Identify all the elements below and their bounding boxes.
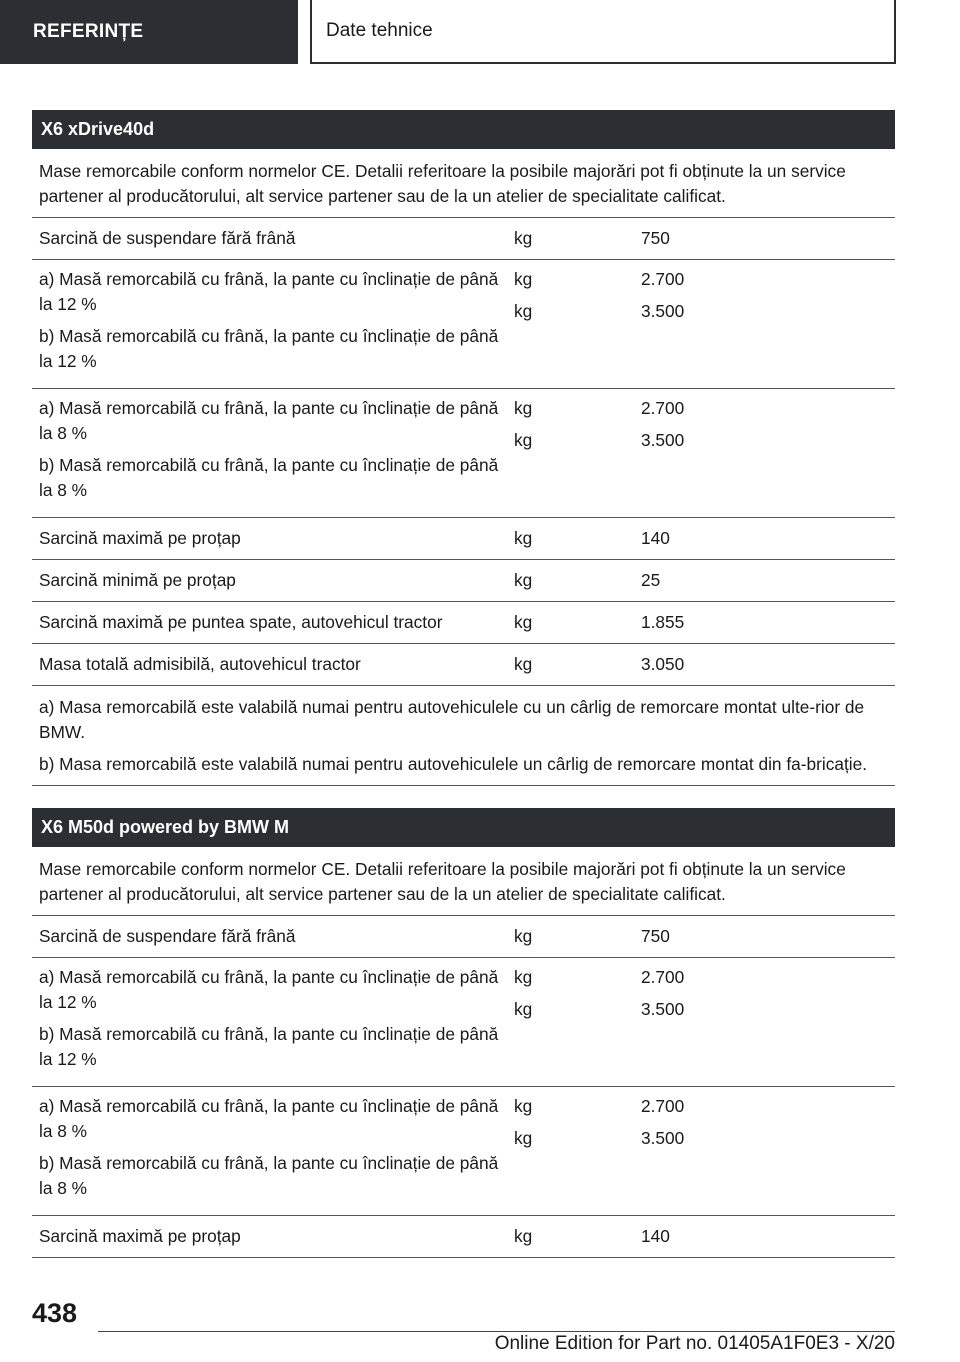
row-unit-b: kg <box>514 999 533 1019</box>
row-unit: kg <box>514 570 533 590</box>
row-unit: kg <box>514 926 533 946</box>
row-value-a: 2.700 <box>641 967 685 987</box>
table-row <box>32 602 895 644</box>
row-label: Sarcină maximă pe proțap <box>39 1226 241 1246</box>
section-intro: Mase remorcabile conform normelor CE. Detalii referitoare la posibile majorări pot fi obținute la un service partener al producătorului, alt service partener sau de la un atelier de specialitate calificat. <box>32 847 895 916</box>
header-chapter-tab <box>310 0 896 64</box>
row-label: Sarcină de suspendare fără frână <box>39 926 296 946</box>
row-unit-a: kg <box>514 269 533 289</box>
table-row <box>32 958 895 1087</box>
row-unit-a: kg <box>514 1096 533 1116</box>
footnotes <box>32 686 895 786</box>
table-row <box>32 218 895 260</box>
row-unit: kg <box>514 612 533 632</box>
section-title: X6 xDrive40d <box>32 110 895 149</box>
footer-divider <box>98 1331 895 1332</box>
row-value: 140 <box>641 1226 670 1246</box>
row-unit-b: kg <box>514 301 533 321</box>
row-label-b: b) Masă remorcabilă cu frână, la pante cu înclinație de până la 8 % <box>39 455 499 500</box>
footnote-b: b) Masa remorcabilă este valabilă numai pentru autovehiculele un cârlig de remorcare montat din fa-bricație. <box>39 754 867 774</box>
table-row <box>32 644 895 686</box>
row-unit-a: kg <box>514 398 533 418</box>
row-value: 750 <box>641 926 670 946</box>
table-row <box>32 260 895 389</box>
footnote-a: a) Masa remorcabilă este valabilă numai pentru autovehiculele cu un cârlig de remorcare montat ulte-rior de BMW. <box>39 697 865 742</box>
header-section-label: REFERINȚE <box>33 21 144 42</box>
row-unit-b: kg <box>514 430 533 450</box>
row-value-b: 3.500 <box>641 1128 685 1148</box>
row-label-a: a) Masă remorcabilă cu frână, la pante cu înclinație de până la 12 % <box>39 269 499 314</box>
table-row <box>32 389 895 518</box>
table-row <box>32 916 895 958</box>
section-x6-m50d <box>32 808 895 1258</box>
row-value: 750 <box>641 228 670 248</box>
row-label: Sarcină maximă pe puntea spate, autovehicul tractor <box>39 612 443 632</box>
row-label-b: b) Masă remorcabilă cu frână, la pante cu înclinație de până la 12 % <box>39 1024 499 1069</box>
page-number: 438 <box>32 1298 78 1328</box>
row-label: Masa totală admisibilă, autovehicul tractor <box>39 654 361 674</box>
row-value: 3.050 <box>641 654 685 674</box>
table-row <box>32 1216 895 1258</box>
row-label-b: b) Masă remorcabilă cu frână, la pante cu înclinație de până la 12 % <box>39 326 499 371</box>
row-value-a: 2.700 <box>641 398 685 418</box>
row-label-a: a) Masă remorcabilă cu frână, la pante cu înclinație de până la 12 % <box>39 967 499 1012</box>
table-row <box>32 518 895 560</box>
row-value-a: 2.700 <box>641 1096 685 1116</box>
footer-edition: Online Edition for Part no. 01405A1F0E3 - X/20 <box>494 1333 895 1354</box>
row-value: 140 <box>641 528 670 548</box>
row-label-a: a) Masă remorcabilă cu frână, la pante cu înclinație de până la 8 % <box>39 398 499 443</box>
header-chapter-label: Date tehnice <box>326 20 433 41</box>
row-unit: kg <box>514 654 533 674</box>
row-unit-b: kg <box>514 1128 533 1148</box>
row-label: Sarcină de suspendare fără frână <box>39 228 296 248</box>
table-row <box>32 560 895 602</box>
row-unit: kg <box>514 528 533 548</box>
row-value-a: 2.700 <box>641 269 685 289</box>
section-x6-xdrive40d <box>32 110 895 786</box>
row-value-b: 3.500 <box>641 301 685 321</box>
row-value: 25 <box>641 570 661 590</box>
row-label: Sarcină maximă pe proțap <box>39 528 241 548</box>
row-value-b: 3.500 <box>641 999 685 1019</box>
row-unit: kg <box>514 1226 533 1246</box>
row-value-b: 3.500 <box>641 430 685 450</box>
row-value: 1.855 <box>641 612 685 632</box>
section-title: X6 M50d powered by BMW M <box>32 808 895 847</box>
header-section-tab <box>0 0 298 64</box>
row-unit: kg <box>514 228 533 248</box>
row-label-b: b) Masă remorcabilă cu frână, la pante cu înclinație de până la 8 % <box>39 1153 499 1198</box>
row-label: Sarcină minimă pe proțap <box>39 570 236 590</box>
table-row <box>32 1087 895 1216</box>
row-unit-a: kg <box>514 967 533 987</box>
row-label-a: a) Masă remorcabilă cu frână, la pante cu înclinație de până la 8 % <box>39 1096 499 1141</box>
section-intro: Mase remorcabile conform normelor CE. Detalii referitoare la posibile majorări pot fi obținute la un service partener al producătorului, alt service partener sau de la un atelier de specialitate calificat. <box>32 149 895 218</box>
